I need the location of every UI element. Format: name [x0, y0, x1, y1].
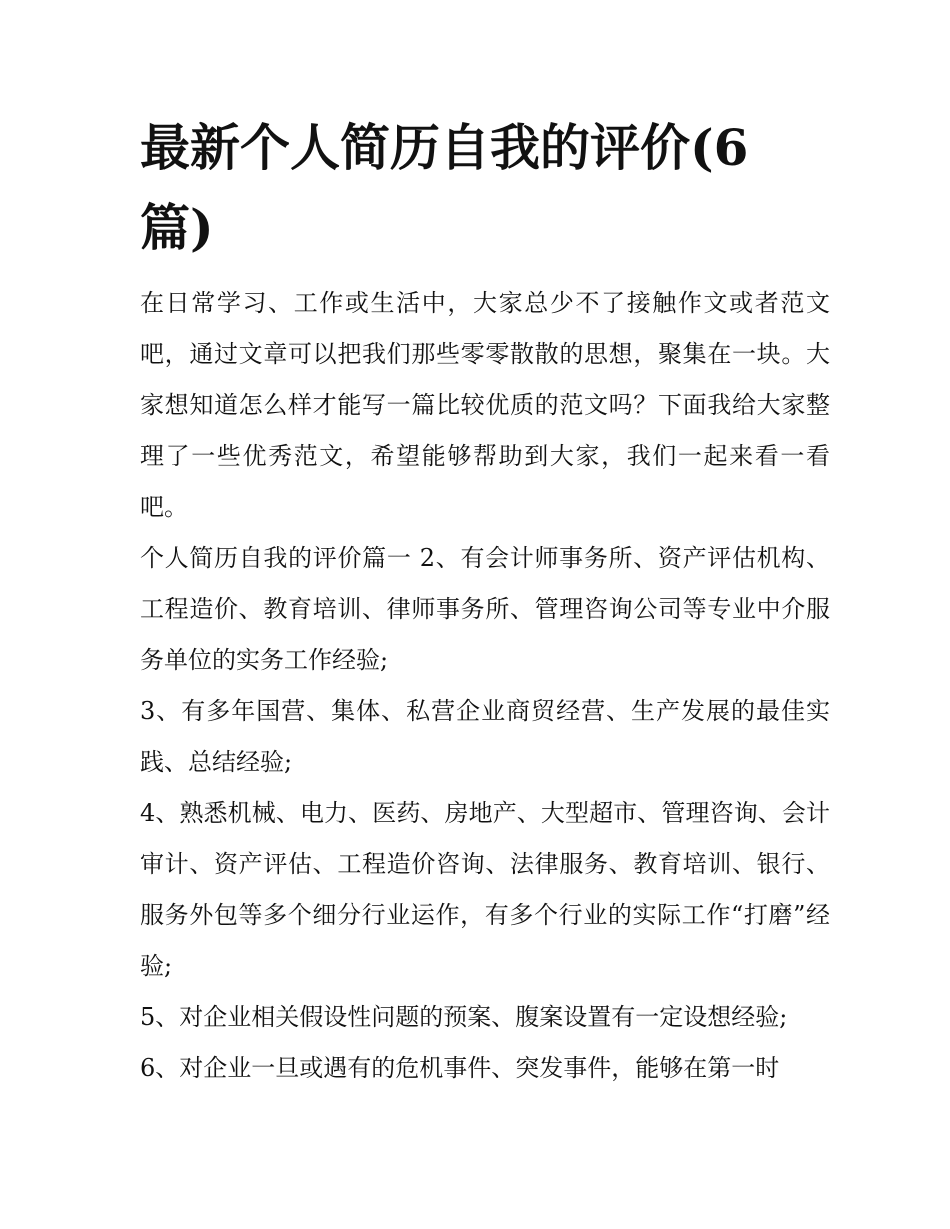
paragraph-intro: 在日常学习、工作或生活中，大家总少不了接触作文或者范文吧，通过文章可以把我们那些零零散散的思想，聚集在一块。大家想知道怎么样才能写一篇比较优质的范文吗？下面我给大家整理了一些优秀范文，希望能够帮助到大家，我们一起来看一看吧。	[140, 289, 830, 521]
paragraph-item-2: 个人简历自我的评价篇一 2、有会计师事务所、资产评估机构、工程造价、教育培训、律师事务所、管理咨询公司等专业中介服务单位的实务工作经验;	[140, 544, 830, 674]
paragraph-item-5: 5、对企业相关假设性问题的预案、腹案设置有一定设想经验;	[140, 1003, 788, 1031]
paragraph-item-6: 6、对企业一旦或遇有的危机事件、突发事件，能够在第一时	[140, 1054, 780, 1082]
paragraph-item-4: 4、熟悉机械、电力、医药、房地产、大型超市、管理咨询、会计审计、资产评估、工程造价咨询、法律服务、教育培训、银行、服务外包等多个细分行业运作，有多个行业的实际工作“打磨”经验;	[140, 799, 830, 980]
document-body	[140, 278, 830, 1094]
document-title: 最新个人简历自我的评价(6篇)	[140, 118, 749, 257]
paragraph-item-3: 3、有多年国营、集体、私营企业商贸经营、生产发展的最佳实践、总结经验;	[140, 697, 830, 776]
